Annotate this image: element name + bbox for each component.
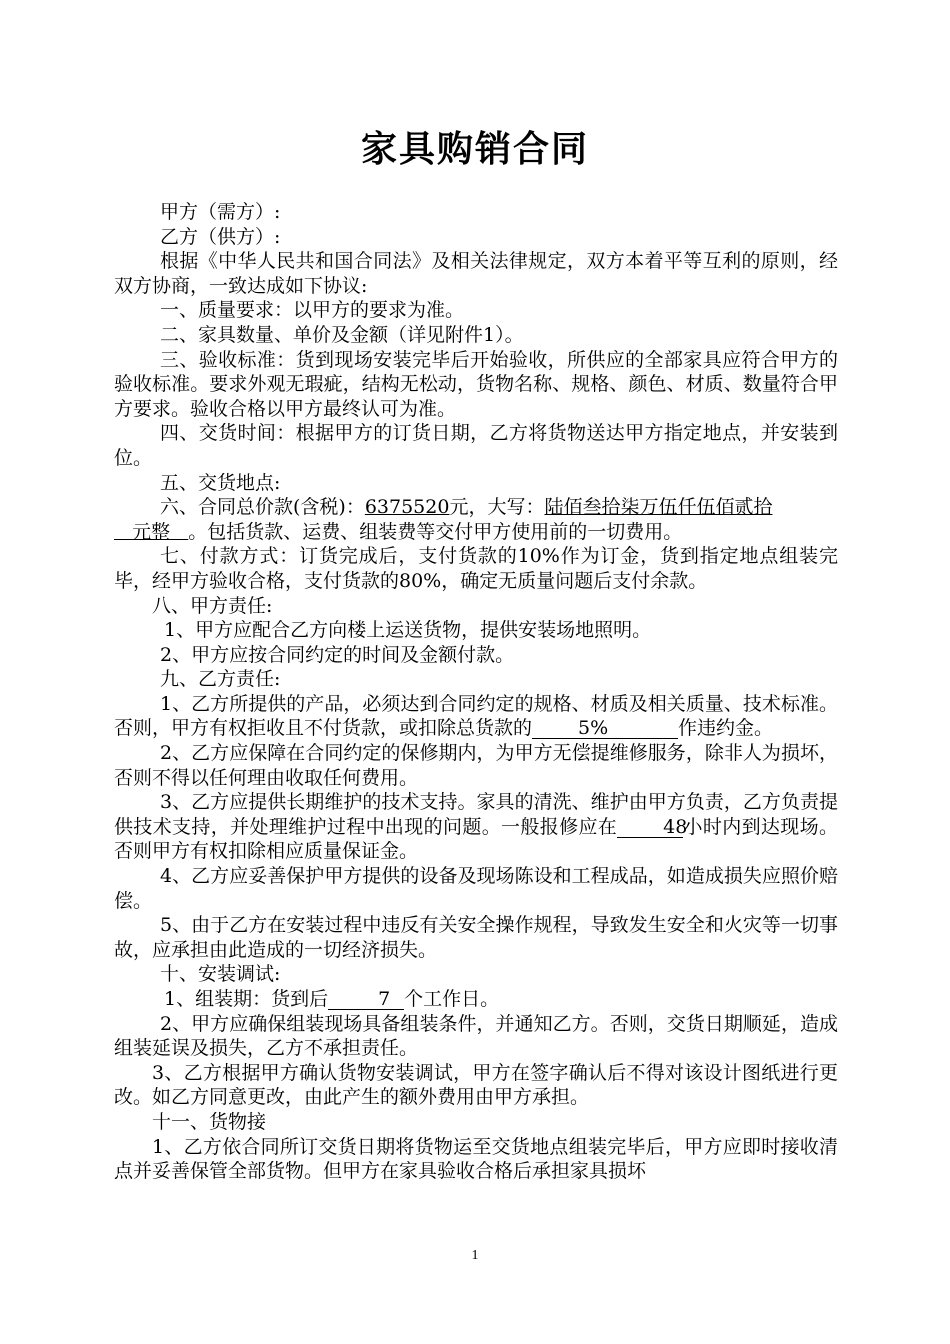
- clause-9-item-2: 2、乙方应保障在合同约定的保修期内，为甲方无偿提维修服务，除非人为损坏，否则不得以任何理由收取任何费用。: [114, 742, 838, 789]
- clause-10-item-3: 3、乙方根据甲方确认货物安装调试，甲方在签字确认后不得对该设计图纸进行更改。如乙方同意更改，由此产生的额外费用由甲方承担。: [114, 1061, 838, 1109]
- page-number: 1: [471, 1248, 479, 1263]
- penalty-rate-blank: 5%: [532, 716, 678, 739]
- price-suffix: 。包括货款、运费、组装费等交付甲方使用前的一切费用。: [188, 520, 683, 543]
- contract-title: 家具购销合同: [360, 129, 589, 170]
- price-amount: 6375520: [364, 496, 450, 519]
- price-words: 陆佰叁拾柒万伍仟伍佰贰拾: [544, 496, 773, 519]
- clause-9-party-b-duty: 九、乙方责任:: [160, 668, 281, 691]
- price-prefix: 六、合同总价款(含税)：: [160, 496, 365, 519]
- clause-8-item-1: 1、甲方应配合乙方向楼上运送货物，提供安装场地照明。: [164, 619, 652, 642]
- party-b-line: 乙方（供方）:: [160, 225, 281, 248]
- contract-body: [114, 200, 838, 1184]
- party-a-line: 甲方（需方）:: [160, 201, 281, 223]
- clause-4-delivery-time: 四、交货时间：根据甲方的订货日期，乙方将货物送达甲方指定地点，并安装到位。: [114, 422, 838, 469]
- assembly-days-blank: 7: [328, 987, 404, 1010]
- clause-8-party-a-duty: 八、甲方责任:: [152, 594, 273, 617]
- clause-10-item-2: 2、甲方应确保组装现场具备组装条件，并通知乙方。否则，交货日期顺延，造成组装延误及损失，乙方不承担责任。: [114, 1012, 838, 1060]
- clause-9-item-3: 3、乙方应提供长期维护的技术支持。家具的清洗、维护由甲方负责，乙方负责提供技术支持，并处理维护过程中出现的问题。一般报修应在 48小时内到达现场。否则甲方有权扣除相应质量保证金。: [114, 791, 838, 863]
- clause-7-payment: 七、付款方式：订货完成后，支付货款的10%作为订金，货到指定地点组装完毕，经甲方验收合格，支付货款的80%，确定无质量问题后支付余款。: [114, 545, 838, 592]
- response-hours-blank: 48: [617, 815, 683, 838]
- price-words-end: 元整: [132, 520, 171, 543]
- clause-8-item-2: 2、甲方应按合同约定的时间及金额付款。: [160, 643, 515, 666]
- intro-paragraph: 根据《中华人民共和国合同法》及相关法律规定，双方本着平等互利的原则，经双方协商，一致达成如下协议:: [114, 250, 838, 297]
- clause-2-quantity: 二、家具数量、单价及金额（详见附件1）。: [160, 323, 524, 346]
- clause-10-item-1: 1、组装期：货到后 7 个工作日。: [164, 988, 500, 1010]
- clause-5-delivery-place: 五、交货地点:: [160, 471, 281, 494]
- clause-11-item-1: 1、乙方依合同所订交货日期将货物运至交货地点组装完毕后，甲方应即时接收清点并妥善保管全部货物。但甲方在家具验收合格后承担家具损坏: [114, 1135, 838, 1183]
- clause-9-item-1: 1、乙方所提供的产品，必须达到合同约定的规格、材质及相关质量、技术标准。否则，甲方有权拒收且不付货款，或扣除总货款的 5% 作违约金。: [114, 692, 838, 740]
- clause-6-total-price: [114, 495, 838, 544]
- clause-1-quality: 一、质量要求：以甲方的要求为准。: [160, 299, 465, 322]
- clause-9-item-5: 5、由于乙方在安装过程中违反有关安全操作规程，导致发生安全和火灾等一切事故，应承担由此造成的一切经济损失。: [114, 914, 838, 961]
- price-mid: 元，大写：: [449, 496, 545, 519]
- clause-9-item-4: 4、乙方应妥善保护甲方提供的设备及现场陈设和工程成品，如造成损失应照价赔偿。: [114, 865, 838, 912]
- clause-10-installation: 十、安装调试:: [160, 963, 281, 986]
- clause-11-goods-receipt: 十一、货物接: [152, 1110, 267, 1133]
- clause-3-acceptance: 三、验收标准：货到现场安装完毕后开始验收，所供应的全部家具应符合甲方的验收标准。要求外观无瑕疵，结构无松动，货物名称、规格、颜色、材质、数量符合甲方要求。验收合格以甲方最终认可为准。: [114, 348, 838, 420]
